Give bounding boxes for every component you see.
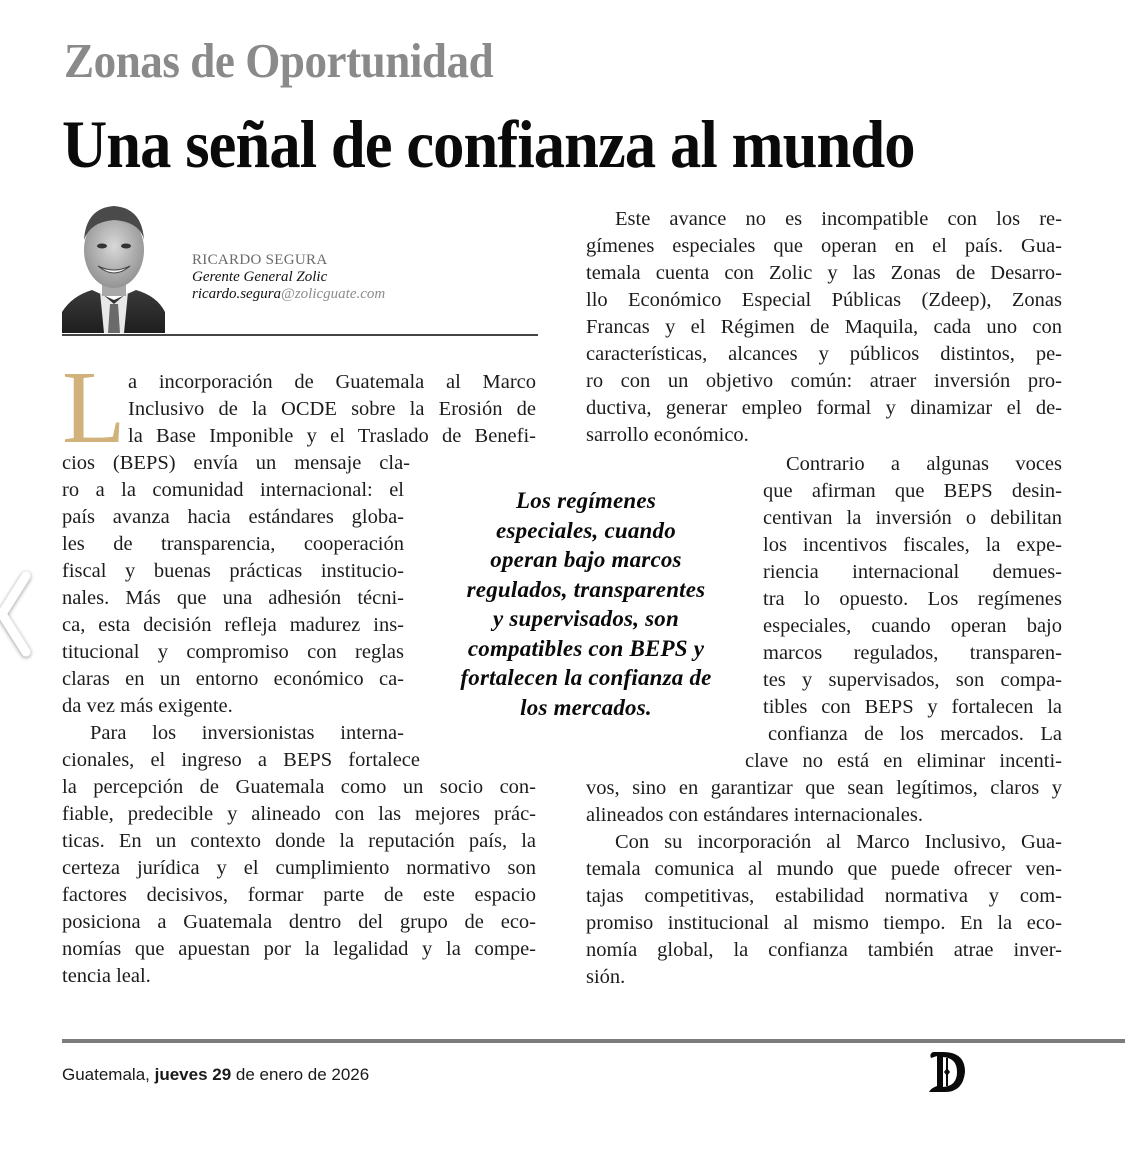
left-line: tencia leal. (62, 965, 151, 987)
left-line: cionales, el ingreso a BEPS fortalece (62, 749, 420, 771)
drop-cap: L (62, 350, 126, 465)
left-line: ro a la comunidad internacional: el (62, 479, 404, 501)
right-line: alineados con estándares internacionales. (586, 804, 923, 826)
right-line: Con su incorporación al Marco Inclusivo, Gua- (615, 831, 1062, 853)
pull-quote (425, 486, 747, 722)
left-line: ca, esta decisión refleja madurez ins- (62, 614, 404, 636)
date-city: Guatemala, (62, 1065, 150, 1084)
right-line: Contrario a algunas voces (786, 453, 1062, 475)
right-line: temala comunica al mundo que puede ofrecer ven- (586, 858, 1062, 880)
left-line: da vez más exigente. (62, 695, 233, 717)
author-byline (62, 200, 538, 336)
right-line: los incentivos fiscales, la expe- (763, 534, 1062, 556)
left-line: posiciona a Guatemala dentro del grupo de eco- (62, 911, 536, 933)
left-line: certeza jurídica y el cumplimiento normativo son (62, 857, 536, 879)
right-line: llo Económico Especial Públicas (Zdeep), Zonas (586, 289, 1062, 311)
right-line: confianza de los mercados. La (768, 723, 1062, 745)
right-line: temala cuenta con Zolic y las Zonas de Desarro- (586, 262, 1062, 284)
right-line: especiales, cuando operan bajo (763, 615, 1062, 637)
pull-quote-line: regulados, transparentes (466, 576, 706, 602)
right-line: clave no está en eliminar incenti- (745, 750, 1062, 772)
pull-quote-line: Los regímenes (516, 488, 656, 513)
left-line: la Base Imponible y el Traslado de Benefi- (128, 425, 536, 447)
author-email-user: ricardo.segura (192, 286, 282, 302)
pull-quote-line: los mercados. (520, 694, 652, 720)
right-line: gímenes especiales que operan en el país. Gua- (586, 235, 1062, 257)
right-line: sión. (586, 966, 626, 988)
pull-quote-line: especiales, cuando (496, 517, 676, 543)
left-line: ticas. En un contexto donde la reputación país, la (62, 830, 536, 852)
chevron-left-icon (0, 566, 38, 662)
section-kicker: Zonas de Oportunidad (64, 33, 494, 88)
left-line: nomías que apuestan por la legalidad y la compe- (62, 938, 536, 960)
date-rest: de enero de 2026 (235, 1065, 370, 1084)
right-line: características, alcances y públicos distintos, pe- (586, 343, 1062, 365)
left-line: claras en un entorno económico ca- (62, 668, 404, 690)
author-email[interactable] (192, 286, 385, 303)
right-line: que afirman que BEPS desin- (763, 480, 1062, 502)
left-line: la percepción de Guatemala como un socio con- (62, 776, 536, 798)
left-line: nales. Más que una adhesión técni- (62, 587, 404, 609)
left-line: Inclusivo de la OCDE sobre la Erosión de (128, 398, 536, 420)
publication-date (62, 1065, 369, 1085)
author-avatar (62, 200, 165, 333)
right-line: Este avance no es incompatible con los re- (615, 208, 1062, 230)
newspaper-logo-icon (925, 1048, 969, 1096)
right-line: nomía global, la confianza también atrae inver- (586, 939, 1062, 961)
right-line: vos, sino en garantizar que sean legítimos, claros y (586, 777, 1062, 799)
right-line: centivan la inversión o debilitan (763, 507, 1062, 529)
left-line: titucional y compromiso con reglas (62, 641, 404, 663)
date-weekday: jueves 29 (154, 1065, 232, 1084)
right-line: sarrollo económico. (586, 424, 749, 446)
right-line: ductiva, generar empleo formal y dinamizar el de- (586, 397, 1062, 419)
pull-quote-line: operan bajo marcos (490, 547, 682, 572)
left-line: a incorporación de Guatemala al Marco (128, 371, 536, 393)
right-line: ro con un objetivo común: atraer inversión pro- (586, 370, 1062, 392)
left-line: cios (BEPS) envía un mensaje cla- (62, 452, 410, 474)
right-line: marcos regulados, transparen- (763, 642, 1062, 664)
article-headline: Una señal de confianza al mundo (62, 106, 915, 182)
pull-quote-line: y supervisados, son (493, 606, 679, 631)
left-line: Para los inversionistas interna- (90, 722, 404, 744)
author-email-domain: @zolicguate.com (281, 286, 386, 302)
left-line: país avanza hacia estándares globa- (62, 506, 404, 528)
right-line: tibles con BEPS y fortalecen la (763, 696, 1062, 718)
author-role: Gerente General Zolic (192, 269, 328, 285)
left-line: fiable, predecible y alineado con las mejores prác- (62, 803, 536, 825)
footer-divider (62, 1039, 1125, 1043)
right-line: Francas y el Régimen de Maquila, cada uno con (586, 316, 1062, 338)
right-line: tajas competitivas, estabilidad normativa y com- (586, 885, 1062, 907)
right-line: promiso institucional al mismo tiempo. En la eco- (586, 912, 1062, 934)
back-button[interactable] (0, 566, 38, 662)
left-line: les de transparencia, cooperación (62, 533, 404, 555)
left-line: factores decisivos, formar parte de este espacio (62, 884, 536, 906)
right-line: tes y supervisados, son compa- (763, 669, 1062, 691)
pull-quote-line: fortalecen la confianza de (460, 665, 712, 690)
author-name: RICARDO SEGURA (192, 252, 328, 268)
left-line: fiscal y buenas prácticas institucio- (62, 560, 404, 582)
right-line: riencia internacional demues- (763, 561, 1062, 583)
right-line: tra lo opuesto. Los regímenes (763, 588, 1062, 610)
pull-quote-line: compatibles con BEPS y (467, 635, 705, 661)
